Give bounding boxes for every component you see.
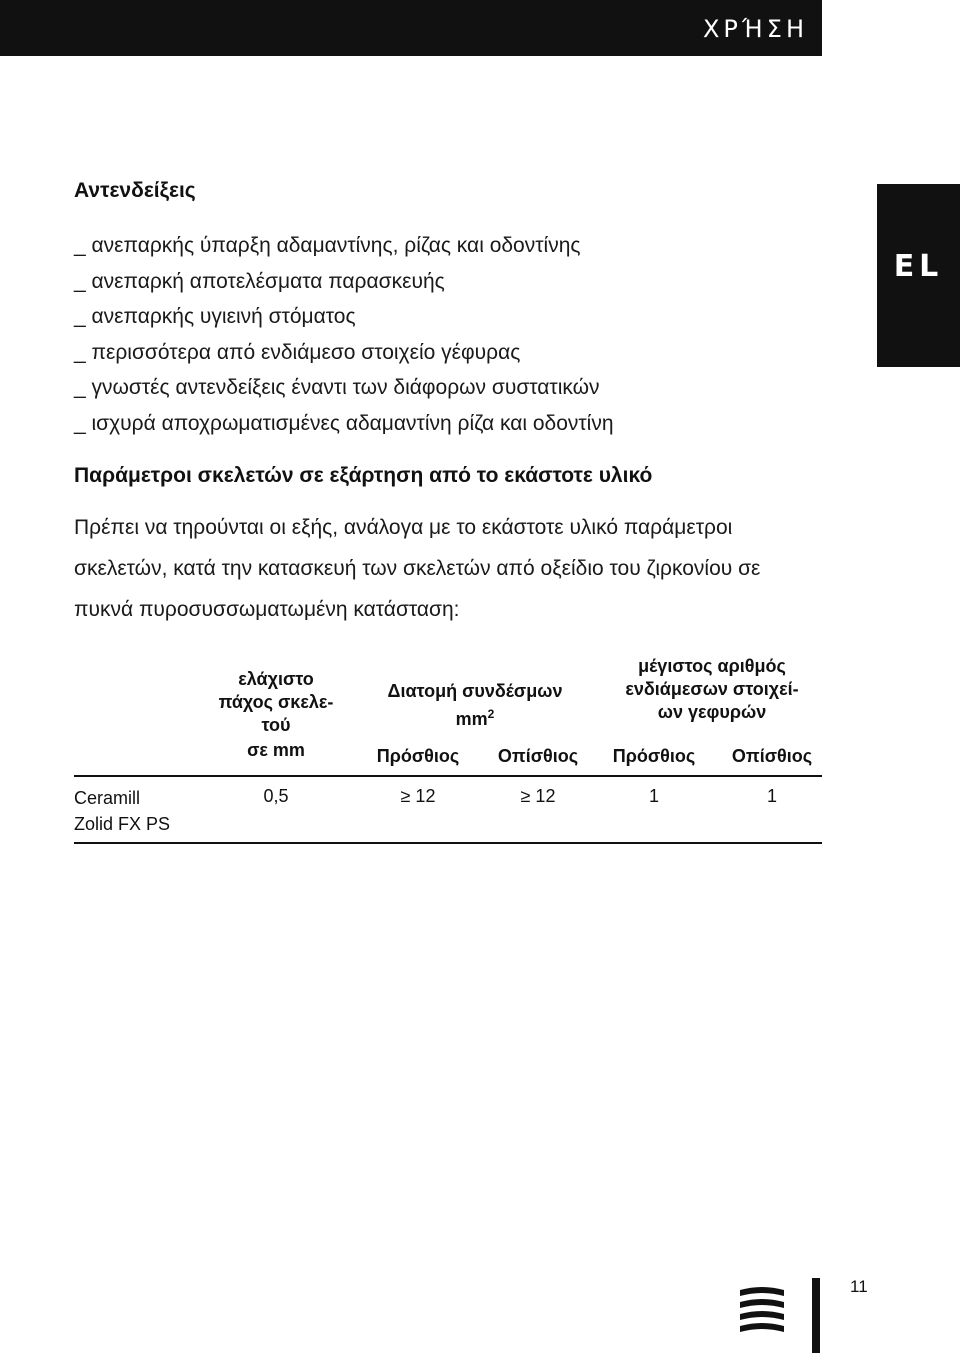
connector-posterior-value: ≥ 12 <box>520 786 556 806</box>
header-connector-section <box>362 680 588 731</box>
header-min-thickness <box>200 668 352 762</box>
list-item: _ ανεπαρκή αποτελέσματα παρασκευής <box>74 269 445 293</box>
material-line: Zolid FX PS <box>74 814 171 834</box>
pontics-posterior-value: 1 <box>766 786 777 806</box>
header-line: τού <box>261 715 291 735</box>
list-item: _ ανεπαρκής υγιεινή στόματος <box>74 305 356 328</box>
section-title: ΧΡΉΣΗ <box>702 15 808 43</box>
header-line: μέγιστος αριθμός <box>638 656 786 676</box>
subheader-posterior: Οπίσθιος <box>497 746 579 766</box>
table-rule-bottom <box>74 842 822 844</box>
header-line: πάχος σκελε- <box>218 692 334 712</box>
header-line: Διατομή συνδέσμων <box>387 681 563 701</box>
header-bar <box>0 0 822 56</box>
material-name <box>74 785 170 837</box>
unit-label: mm <box>455 709 488 729</box>
list-item: _ περισσότερα από ενδιάμεσο στοιχείο γέφυρας <box>74 340 521 364</box>
unit-superscript: 2 <box>487 707 495 721</box>
contraindications-heading: Αντενδείξεις <box>74 179 196 202</box>
min-thickness-value: 0,5 <box>263 786 289 806</box>
subheader-anterior: Πρόσθιος <box>376 746 460 766</box>
pontics-anterior-value: 1 <box>648 786 659 806</box>
parameters-heading: Παράμετροι σκελετών σε εξάρτηση από το εκάστοτε υλικό <box>74 464 653 487</box>
header-line: ων γεφυρών <box>657 702 767 722</box>
material-line: Ceramill <box>74 788 141 808</box>
table-rule-top <box>74 775 822 777</box>
header-line: σε mm <box>247 740 305 760</box>
subheader-anterior: Πρόσθιος <box>612 746 696 766</box>
parameters-paragraph: Πρέπει να τηρούνται οι εξής, ανάλογα με το εκάστοτε υλικό παράμετροι σκελετών, κατά την κατασκευή των σκελετών από οξείδιο του ζιρκονίου σε πυκνά πυροσυσσωματωμένη κατάσταση: <box>74 516 761 621</box>
brand-logo-icon <box>739 1286 785 1334</box>
language-tab <box>877 184 960 367</box>
contraindications-list <box>74 228 614 441</box>
language-label: EL <box>893 249 944 284</box>
list-item: _ ανεπαρκής ύπαρξη αδαμαντίνης, ρίζας και οδοντίνης <box>74 234 581 257</box>
header-line: ελάχιστο <box>238 669 314 689</box>
header-max-pontics <box>598 655 826 724</box>
page-number: 11 <box>850 1277 868 1296</box>
list-item: _ ισχυρά αποχρωματισμένες αδαμαντίνη ρίζα και οδοντίνη <box>74 411 614 435</box>
subheader-posterior: Οπίσθιος <box>731 746 813 766</box>
footer-divider <box>812 1278 820 1353</box>
header-line <box>362 703 588 731</box>
header-line: ενδιάμεσων στοιχεί- <box>625 679 799 699</box>
list-item: _ γνωστές αντενδείξεις έναντι των διάφορων συστατικών <box>74 376 600 399</box>
connector-anterior-value: ≥ 12 <box>400 786 436 806</box>
